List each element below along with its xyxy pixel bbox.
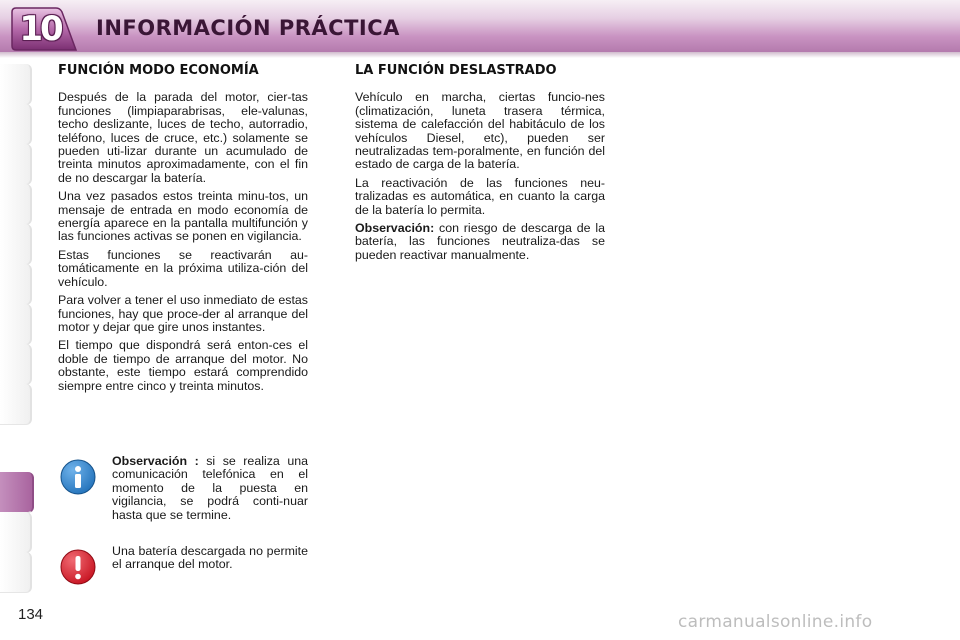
load-shedding-observation xyxy=(355,222,605,262)
economy-paragraph: Una vez pasados estos treinta minu-tos, un mensaje de entrada en modo economía de energía aparece en la pantalla multifunción y las funciones activas se ponen en vigilancia. xyxy=(58,189,308,244)
chapter-tab[interactable] xyxy=(0,104,32,145)
chapter-tab[interactable] xyxy=(0,264,32,305)
observation-text: con riesgo de descarga de la batería, las funciones neutraliza-das se pueden reactivar manualmente. xyxy=(355,221,605,262)
load-shedding-paragraph: La reactivación de las funciones neu-tralizadas es automática, en cuanto la carga de la batería lo permita. xyxy=(355,175,605,217)
info-note-label: Observación : xyxy=(112,454,199,468)
info-note-body: si se realiza una comunicación telefónica en el momento de la puesta en vigilancia, se podrá conti-nuar hasta que se termine. xyxy=(112,454,308,522)
chapter-tab[interactable] xyxy=(0,552,32,593)
chapter-number: 10 xyxy=(19,9,61,49)
warning-note-text: Una batería descargada no permite el arranque del motor. xyxy=(112,544,308,572)
economy-mode-title: FUNCIÓN MODO ECONOMÍA xyxy=(58,63,259,78)
chapter-tab[interactable] xyxy=(0,184,32,225)
chapter-tab-strip xyxy=(0,64,34,584)
chapter-tab[interactable] xyxy=(0,384,32,425)
economy-paragraph: Después de la parada del motor, cier-tas funciones (limpiaparabrisas, ele-valunas, techo deslizante, luces de techo, autorradio, teléfono, luces de cruce, etc.) solamente se pueden uti-lizar durante un acumulado de treinta minutos aproximadamente, con el fin de no descargar la batería. xyxy=(58,90,308,185)
page-number: 134 xyxy=(18,606,44,623)
economy-paragraph: Para volver a tener el uso inmediato de estas funciones, hay que proce-der al arranque del motor y dejar que gire unos instantes. xyxy=(58,293,308,334)
load-shedding-section xyxy=(355,64,605,267)
info-icon xyxy=(60,459,96,495)
economy-mode-section xyxy=(58,64,308,398)
watermark: carmanualsonline.info xyxy=(678,612,873,632)
economy-paragraph: Estas funciones se reactivarán au-tomáticamente en la próxima utiliza-ción del vehículo. xyxy=(58,247,308,289)
chapter-tab[interactable] xyxy=(0,144,32,185)
load-shedding-title: LA FUNCIÓN DESLASTRADO xyxy=(355,63,557,78)
chapter-tab[interactable] xyxy=(0,224,32,265)
chapter-tab[interactable] xyxy=(0,64,32,105)
warning-icon xyxy=(60,549,96,585)
info-note-text xyxy=(112,455,308,522)
load-shedding-paragraph: Vehículo en marcha, ciertas funcio-nes (climatización, luneta trasera térmica, sistema de calefacción del habitáculo de los vehículos Diesel, etc), pueden ser neutralizadas tem-poralmente, en función del estado de carga de la batería. xyxy=(355,90,605,172)
economy-paragraph: El tiempo que dispondrá será enton-ces el doble de tiempo de arranque del motor. No obstante, este tiempo estará comprendido siempre entre cinco y treinta minutos. xyxy=(58,338,308,393)
chapter-tab[interactable] xyxy=(0,512,32,553)
chapter-tab-active[interactable] xyxy=(0,472,34,513)
header-shadow xyxy=(0,52,960,58)
chapter-tab[interactable] xyxy=(0,344,32,385)
chapter-tab[interactable] xyxy=(0,304,32,345)
observation-label: Observación: xyxy=(355,221,435,236)
page-title: INFORMACIÓN PRÁCTICA xyxy=(96,16,400,40)
